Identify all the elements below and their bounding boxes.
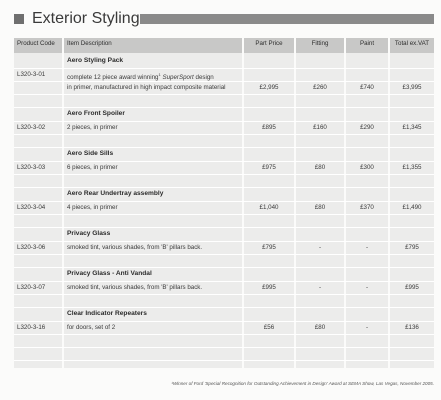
footnote-marker: 1 [158,72,161,77]
item-title: Privacy Glass - Anti Vandal [67,270,152,277]
paint-cell: - [365,284,369,291]
row-divider [14,147,434,148]
product-code-cell: L320-3-16 [17,324,46,331]
item-title: Aero Side Sills [67,150,114,157]
part-price-cell: £895 [262,124,276,131]
fitting-cell: £80 [314,164,326,171]
fitting-cell: £80 [314,324,326,331]
row-divider [14,107,434,108]
row-divider [14,227,434,228]
column-header-label: Part Price [255,40,283,47]
price-table [14,38,434,368]
page-title: Exterior Styling [32,10,140,27]
item-description-cell: 4 pieces, in primer [67,204,118,211]
fitting-cell: £80 [314,204,326,211]
row-divider [14,161,434,162]
part-price-cell: £56 [263,324,275,331]
part-price-cell: £2,995 [259,84,279,91]
column-header-label: Paint [359,40,375,47]
item-description-cell: smoked tint, various shades, from 'B' pillars back. [67,244,203,251]
column-header-fitting [296,38,344,53]
part-price-cell: £975 [262,164,276,171]
total-cell: £1,490 [402,204,422,211]
row-divider [14,254,434,255]
item-description-cell: smoked tint, various shades, from 'B' pillars back. [67,284,203,291]
row-divider [14,360,434,361]
row-divider [14,347,434,348]
column-header-total [390,38,434,53]
footnote: ¹Winner of Ford 'Special Recognition for Outstanding Achievement in Design' Award at SEMA Show, Las Vegas, November 2005. [171,381,434,386]
row-divider [14,174,434,175]
column-header-label: Item Description [67,40,112,47]
fitting-cell: - [318,244,322,251]
part-price-cell: £1,040 [259,204,279,211]
row-divider [14,201,434,202]
total-cell: £795 [405,244,419,251]
row-divider [14,241,434,242]
paint-cell: £300 [360,164,374,171]
total-cell: £1,355 [402,164,422,171]
row-divider [14,68,434,69]
product-code-cell: L320-3-01 [17,71,46,78]
fitting-cell: £260 [313,84,327,91]
item-title: Aero Styling Pack [67,57,124,64]
row-divider [14,134,434,135]
product-code-cell: L320-3-04 [17,204,46,211]
column-header-label: Total ex.VAT [394,40,430,47]
column-header-part-price [244,38,294,53]
section-header [14,9,434,29]
item-description-cell: 2 pieces, in primer [67,124,118,131]
column-header-paint [346,38,388,53]
product-code-cell: L320-3-02 [17,124,46,131]
total-cell: £995 [405,284,419,291]
item-title: Privacy Glass [67,230,111,237]
paint-cell: £370 [360,204,374,211]
item-description-cell: 6 pieces, in primer [67,164,118,171]
total-cell: £1,345 [402,124,422,131]
item-title: Clear Indicator Repeaters [67,310,147,317]
total-cell: £136 [405,324,419,331]
row-divider [14,281,434,282]
header-square-icon [14,14,24,24]
row-divider [14,121,434,122]
row-divider [14,94,434,95]
item-description-cell: for doors, set of 2 [67,324,116,331]
product-code-cell: L320-3-07 [17,284,46,291]
paint-cell: - [365,244,369,251]
part-price-cell: £795 [262,244,276,251]
row-divider [14,267,434,268]
product-code-cell: L320-3-03 [17,164,46,171]
item-title: Aero Rear Undertray assembly [67,190,164,197]
total-cell: £3,995 [402,84,422,91]
product-code-cell: L320-3-06 [17,244,46,251]
column-header-item-description [64,38,242,53]
column-header-product-code [14,38,62,53]
paint-cell: £290 [360,124,374,131]
header-bar [140,14,434,24]
row-divider [14,214,434,215]
row-divider [14,187,434,188]
row-divider [14,307,434,308]
item-description-cell: complete 12 piece award winning$^1$ SuperSport design [67,72,214,82]
row-divider [14,334,434,335]
item-title: Aero Front Spoiler [67,110,125,117]
fitting-cell: £160 [313,124,327,131]
column-product-code [14,38,62,368]
fitting-cell: - [318,284,322,291]
row-divider [14,294,434,295]
item-description-cell: in primer, manufactured in high impact composite material [67,84,226,91]
supersport-text: SuperSport [162,74,194,82]
column-header-label: Fitting [311,40,329,47]
paint-cell: £740 [360,84,374,91]
row-divider [14,321,434,322]
paint-cell: - [365,324,369,331]
part-price-cell: £995 [262,284,276,291]
column-header-label: Product Code [17,40,55,47]
